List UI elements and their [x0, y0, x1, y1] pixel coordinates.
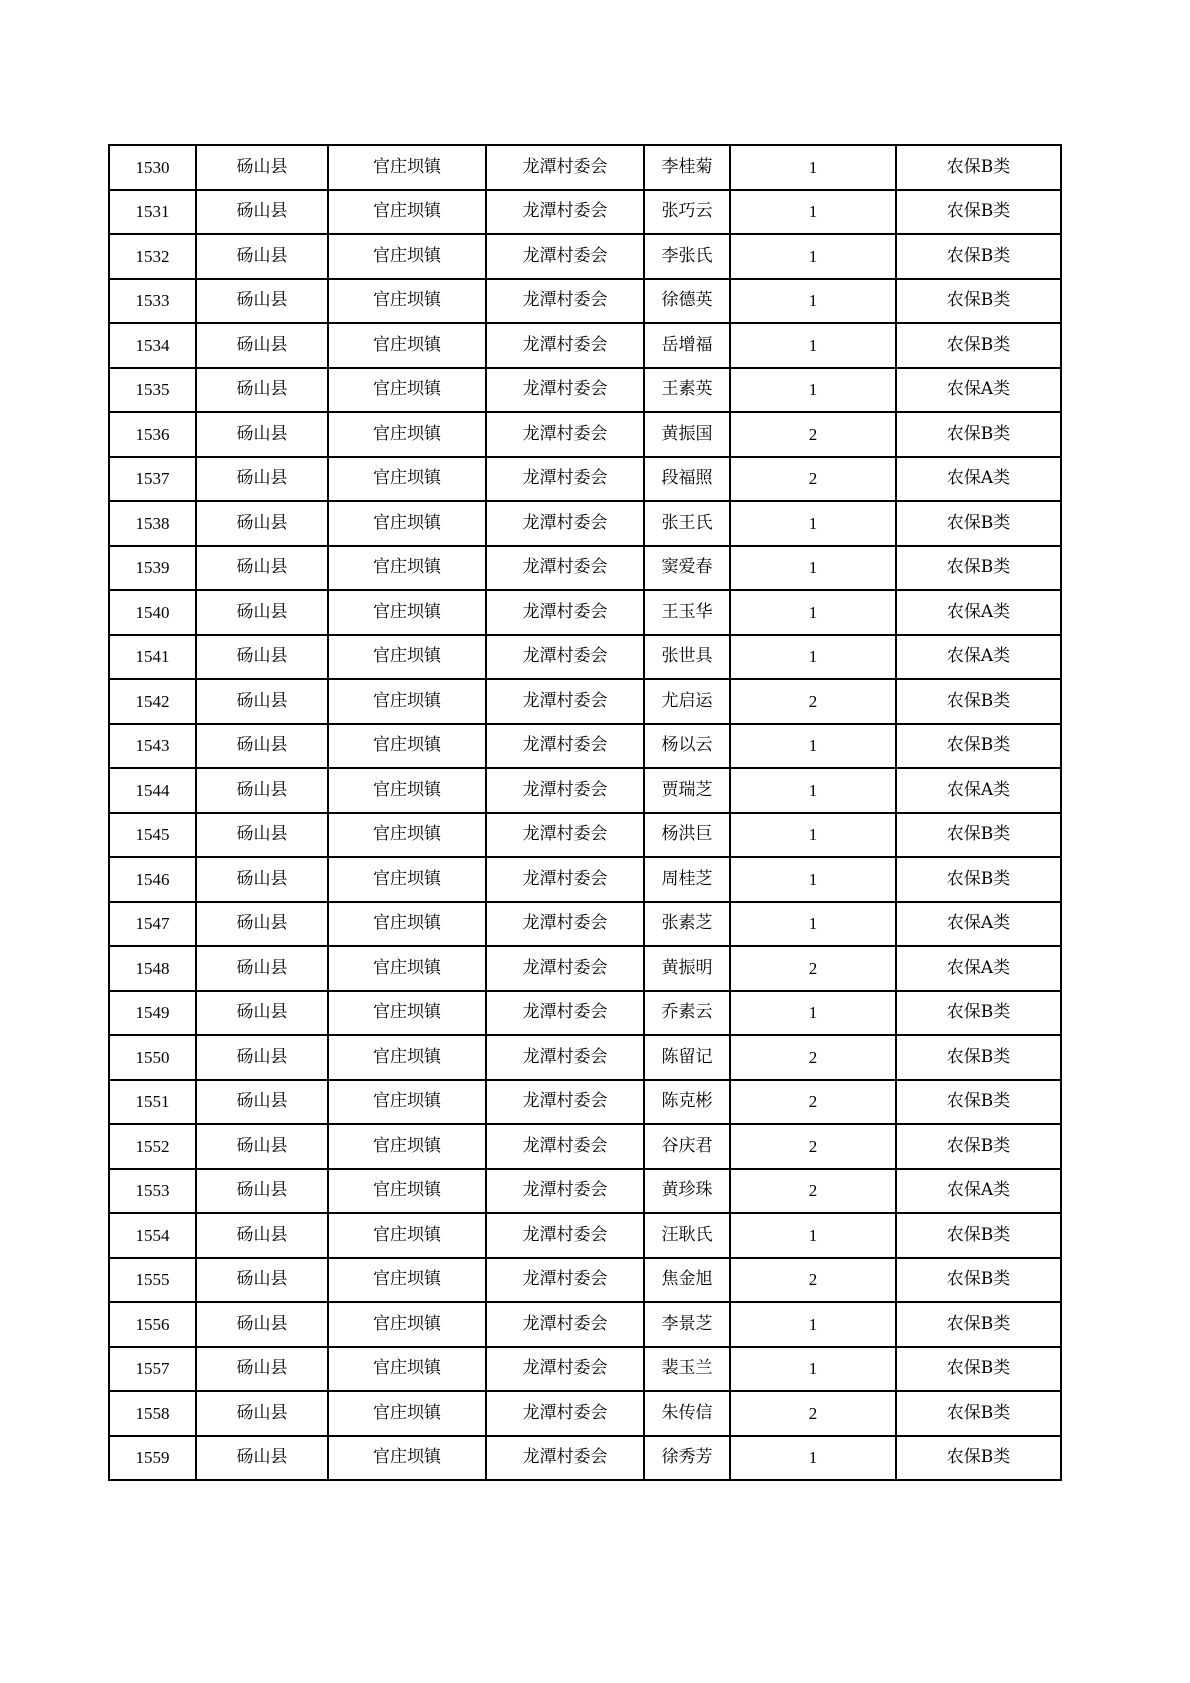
cell-village: 龙潭村委会 [486, 1347, 644, 1392]
cell-person-name: 张世具 [644, 635, 730, 680]
cell-town: 官庄坝镇 [328, 323, 486, 368]
cell-category: 农保B类 [896, 1258, 1061, 1303]
cell-person-name: 黄振国 [644, 412, 730, 457]
cell-village: 龙潭村委会 [486, 902, 644, 947]
cell-village: 龙潭村委会 [486, 412, 644, 457]
cell-category: 农保B类 [896, 234, 1061, 279]
cell-town: 官庄坝镇 [328, 902, 486, 947]
cell-serial-number: 1551 [109, 1080, 196, 1125]
cell-category: 农保A类 [896, 1169, 1061, 1214]
cell-village: 龙潭村委会 [486, 368, 644, 413]
cell-count: 2 [730, 1035, 896, 1080]
cell-village: 龙潭村委会 [486, 190, 644, 235]
cell-serial-number: 1530 [109, 145, 196, 190]
cell-serial-number: 1536 [109, 412, 196, 457]
cell-person-name: 杨以云 [644, 724, 730, 769]
cell-person-name: 王素英 [644, 368, 730, 413]
cell-category: 农保B类 [896, 145, 1061, 190]
cell-count: 1 [730, 323, 896, 368]
cell-town: 官庄坝镇 [328, 368, 486, 413]
cell-town: 官庄坝镇 [328, 190, 486, 235]
table-row [109, 1213, 1061, 1258]
table-row [109, 902, 1061, 947]
cell-county: 砀山县 [196, 768, 328, 813]
cell-category: 农保B类 [896, 1436, 1061, 1481]
cell-count: 1 [730, 1347, 896, 1392]
cell-serial-number: 1555 [109, 1258, 196, 1303]
cell-category: 农保B类 [896, 323, 1061, 368]
cell-category: 农保A类 [896, 902, 1061, 947]
cell-serial-number: 1545 [109, 813, 196, 858]
cell-category: 农保A类 [896, 368, 1061, 413]
cell-village: 龙潭村委会 [486, 1302, 644, 1347]
cell-county: 砀山县 [196, 857, 328, 902]
cell-village: 龙潭村委会 [486, 546, 644, 591]
cell-county: 砀山县 [196, 501, 328, 546]
table-row [109, 323, 1061, 368]
table-row [109, 724, 1061, 769]
cell-town: 官庄坝镇 [328, 768, 486, 813]
cell-serial-number: 1557 [109, 1347, 196, 1392]
cell-category: 农保B类 [896, 279, 1061, 324]
cell-village: 龙潭村委会 [486, 323, 644, 368]
cell-county: 砀山县 [196, 1169, 328, 1214]
cell-serial-number: 1533 [109, 279, 196, 324]
cell-category: 农保A类 [896, 946, 1061, 991]
cell-person-name: 杨洪巨 [644, 813, 730, 858]
cell-county: 砀山县 [196, 234, 328, 279]
cell-serial-number: 1559 [109, 1436, 196, 1481]
cell-town: 官庄坝镇 [328, 1035, 486, 1080]
cell-serial-number: 1538 [109, 501, 196, 546]
cell-county: 砀山县 [196, 635, 328, 680]
table-row [109, 546, 1061, 591]
cell-county: 砀山县 [196, 368, 328, 413]
table-row [109, 457, 1061, 502]
cell-town: 官庄坝镇 [328, 724, 486, 769]
cell-count: 2 [730, 679, 896, 724]
cell-count: 1 [730, 279, 896, 324]
table-row [109, 279, 1061, 324]
table-row [109, 590, 1061, 635]
table-row [109, 1302, 1061, 1347]
cell-county: 砀山县 [196, 457, 328, 502]
cell-count: 1 [730, 768, 896, 813]
cell-category: 农保A类 [896, 768, 1061, 813]
cell-serial-number: 1535 [109, 368, 196, 413]
cell-category: 农保B类 [896, 991, 1061, 1036]
table-row [109, 1391, 1061, 1436]
cell-village: 龙潭村委会 [486, 1080, 644, 1125]
cell-count: 1 [730, 368, 896, 413]
cell-serial-number: 1552 [109, 1124, 196, 1169]
cell-person-name: 陈留记 [644, 1035, 730, 1080]
cell-count: 1 [730, 857, 896, 902]
cell-village: 龙潭村委会 [486, 1169, 644, 1214]
cell-county: 砀山县 [196, 1124, 328, 1169]
table-row [109, 412, 1061, 457]
cell-category: 农保B类 [896, 1035, 1061, 1080]
cell-person-name: 王玉华 [644, 590, 730, 635]
cell-serial-number: 1554 [109, 1213, 196, 1258]
cell-person-name: 尤启运 [644, 679, 730, 724]
cell-category: 农保B类 [896, 1347, 1061, 1392]
cell-village: 龙潭村委会 [486, 768, 644, 813]
cell-count: 1 [730, 190, 896, 235]
cell-serial-number: 1550 [109, 1035, 196, 1080]
cell-town: 官庄坝镇 [328, 546, 486, 591]
cell-count: 1 [730, 546, 896, 591]
cell-count: 1 [730, 724, 896, 769]
cell-category: 农保B类 [896, 1213, 1061, 1258]
cell-county: 砀山县 [196, 679, 328, 724]
cell-serial-number: 1543 [109, 724, 196, 769]
cell-serial-number: 1542 [109, 679, 196, 724]
table-row [109, 768, 1061, 813]
cell-county: 砀山县 [196, 946, 328, 991]
cell-county: 砀山县 [196, 323, 328, 368]
cell-county: 砀山县 [196, 1258, 328, 1303]
cell-count: 2 [730, 1124, 896, 1169]
cell-category: 农保B类 [896, 813, 1061, 858]
cell-town: 官庄坝镇 [328, 457, 486, 502]
cell-person-name: 张王氏 [644, 501, 730, 546]
cell-category: 农保A类 [896, 635, 1061, 680]
cell-village: 龙潭村委会 [486, 1124, 644, 1169]
data-table [108, 144, 1062, 1481]
cell-village: 龙潭村委会 [486, 679, 644, 724]
table-row [109, 1080, 1061, 1125]
cell-count: 2 [730, 1258, 896, 1303]
cell-town: 官庄坝镇 [328, 412, 486, 457]
cell-serial-number: 1547 [109, 902, 196, 947]
cell-person-name: 段福照 [644, 457, 730, 502]
cell-person-name: 徐德英 [644, 279, 730, 324]
cell-serial-number: 1553 [109, 1169, 196, 1214]
cell-serial-number: 1540 [109, 590, 196, 635]
cell-serial-number: 1556 [109, 1302, 196, 1347]
cell-village: 龙潭村委会 [486, 1391, 644, 1436]
cell-town: 官庄坝镇 [328, 1436, 486, 1481]
cell-category: 农保B类 [896, 1391, 1061, 1436]
cell-village: 龙潭村委会 [486, 1213, 644, 1258]
cell-county: 砀山县 [196, 190, 328, 235]
cell-serial-number: 1537 [109, 457, 196, 502]
table-row [109, 813, 1061, 858]
cell-county: 砀山县 [196, 1213, 328, 1258]
cell-count: 1 [730, 234, 896, 279]
table-row [109, 1436, 1061, 1481]
cell-person-name: 裴玉兰 [644, 1347, 730, 1392]
cell-town: 官庄坝镇 [328, 679, 486, 724]
cell-county: 砀山县 [196, 590, 328, 635]
cell-town: 官庄坝镇 [328, 1391, 486, 1436]
cell-village: 龙潭村委会 [486, 457, 644, 502]
cell-category: 农保B类 [896, 679, 1061, 724]
cell-town: 官庄坝镇 [328, 1169, 486, 1214]
cell-count: 1 [730, 1213, 896, 1258]
cell-category: 农保B类 [896, 724, 1061, 769]
cell-village: 龙潭村委会 [486, 724, 644, 769]
table-row [109, 1347, 1061, 1392]
table-row [109, 234, 1061, 279]
cell-town: 官庄坝镇 [328, 501, 486, 546]
cell-serial-number: 1534 [109, 323, 196, 368]
cell-county: 砀山县 [196, 279, 328, 324]
cell-count: 1 [730, 501, 896, 546]
cell-county: 砀山县 [196, 1391, 328, 1436]
cell-person-name: 黄振明 [644, 946, 730, 991]
cell-town: 官庄坝镇 [328, 946, 486, 991]
cell-person-name: 李桂菊 [644, 145, 730, 190]
cell-count: 1 [730, 1302, 896, 1347]
cell-serial-number: 1539 [109, 546, 196, 591]
cell-count: 1 [730, 590, 896, 635]
cell-town: 官庄坝镇 [328, 1258, 486, 1303]
cell-person-name: 朱传信 [644, 1391, 730, 1436]
cell-person-name: 周桂芝 [644, 857, 730, 902]
cell-serial-number: 1544 [109, 768, 196, 813]
cell-category: 农保B类 [896, 1124, 1061, 1169]
cell-village: 龙潭村委会 [486, 1035, 644, 1080]
cell-person-name: 贾瑞芝 [644, 768, 730, 813]
cell-person-name: 陈克彬 [644, 1080, 730, 1125]
cell-person-name: 岳增福 [644, 323, 730, 368]
cell-person-name: 张素芝 [644, 902, 730, 947]
cell-town: 官庄坝镇 [328, 1213, 486, 1258]
cell-person-name: 窦爱春 [644, 546, 730, 591]
cell-town: 官庄坝镇 [328, 1347, 486, 1392]
cell-count: 1 [730, 902, 896, 947]
cell-serial-number: 1546 [109, 857, 196, 902]
table-body [109, 145, 1061, 1480]
table-row [109, 190, 1061, 235]
cell-person-name: 黄珍珠 [644, 1169, 730, 1214]
cell-count: 2 [730, 1169, 896, 1214]
cell-village: 龙潭村委会 [486, 857, 644, 902]
cell-county: 砀山县 [196, 1035, 328, 1080]
cell-serial-number: 1541 [109, 635, 196, 680]
cell-person-name: 徐秀芳 [644, 1436, 730, 1481]
cell-village: 龙潭村委会 [486, 813, 644, 858]
cell-county: 砀山县 [196, 902, 328, 947]
cell-person-name: 汪耿氏 [644, 1213, 730, 1258]
cell-village: 龙潭村委会 [486, 635, 644, 680]
cell-town: 官庄坝镇 [328, 590, 486, 635]
cell-serial-number: 1532 [109, 234, 196, 279]
cell-village: 龙潭村委会 [486, 145, 644, 190]
cell-category: 农保A类 [896, 457, 1061, 502]
cell-town: 官庄坝镇 [328, 279, 486, 324]
table-row [109, 1124, 1061, 1169]
cell-serial-number: 1548 [109, 946, 196, 991]
cell-person-name: 乔素云 [644, 991, 730, 1036]
cell-town: 官庄坝镇 [328, 1080, 486, 1125]
cell-category: 农保A类 [896, 590, 1061, 635]
table-row [109, 1035, 1061, 1080]
cell-count: 2 [730, 412, 896, 457]
cell-count: 2 [730, 1391, 896, 1436]
table-row [109, 991, 1061, 1036]
cell-town: 官庄坝镇 [328, 1302, 486, 1347]
table-row [109, 635, 1061, 680]
cell-village: 龙潭村委会 [486, 234, 644, 279]
cell-person-name: 李景芝 [644, 1302, 730, 1347]
cell-person-name: 焦金旭 [644, 1258, 730, 1303]
table-row [109, 1169, 1061, 1214]
cell-count: 1 [730, 1436, 896, 1481]
table-row [109, 857, 1061, 902]
cell-person-name: 张巧云 [644, 190, 730, 235]
cell-village: 龙潭村委会 [486, 501, 644, 546]
cell-person-name: 李张氏 [644, 234, 730, 279]
cell-category: 农保B类 [896, 501, 1061, 546]
cell-county: 砀山县 [196, 991, 328, 1036]
cell-county: 砀山县 [196, 1080, 328, 1125]
cell-town: 官庄坝镇 [328, 991, 486, 1036]
table-row [109, 368, 1061, 413]
cell-count: 1 [730, 813, 896, 858]
cell-town: 官庄坝镇 [328, 145, 486, 190]
cell-category: 农保B类 [896, 1302, 1061, 1347]
cell-count: 2 [730, 1080, 896, 1125]
table-row [109, 679, 1061, 724]
table-row [109, 1258, 1061, 1303]
cell-village: 龙潭村委会 [486, 1436, 644, 1481]
cell-category: 农保B类 [896, 412, 1061, 457]
cell-count: 1 [730, 145, 896, 190]
cell-category: 农保B类 [896, 190, 1061, 235]
cell-county: 砀山县 [196, 145, 328, 190]
cell-count: 1 [730, 991, 896, 1036]
cell-town: 官庄坝镇 [328, 813, 486, 858]
table-row [109, 946, 1061, 991]
cell-village: 龙潭村委会 [486, 946, 644, 991]
cell-town: 官庄坝镇 [328, 1124, 486, 1169]
cell-village: 龙潭村委会 [486, 590, 644, 635]
cell-county: 砀山县 [196, 546, 328, 591]
cell-village: 龙潭村委会 [486, 1258, 644, 1303]
cell-category: 农保B类 [896, 857, 1061, 902]
cell-village: 龙潭村委会 [486, 991, 644, 1036]
cell-county: 砀山县 [196, 1347, 328, 1392]
cell-county: 砀山县 [196, 813, 328, 858]
cell-person-name: 谷庆君 [644, 1124, 730, 1169]
cell-town: 官庄坝镇 [328, 635, 486, 680]
cell-village: 龙潭村委会 [486, 279, 644, 324]
cell-serial-number: 1558 [109, 1391, 196, 1436]
table-row [109, 145, 1061, 190]
cell-county: 砀山县 [196, 1436, 328, 1481]
cell-count: 2 [730, 457, 896, 502]
cell-serial-number: 1549 [109, 991, 196, 1036]
cell-category: 农保B类 [896, 546, 1061, 591]
cell-count: 2 [730, 946, 896, 991]
cell-county: 砀山县 [196, 412, 328, 457]
cell-serial-number: 1531 [109, 190, 196, 235]
cell-town: 官庄坝镇 [328, 234, 486, 279]
table-row [109, 501, 1061, 546]
cell-county: 砀山县 [196, 724, 328, 769]
cell-county: 砀山县 [196, 1302, 328, 1347]
cell-count: 1 [730, 635, 896, 680]
cell-category: 农保B类 [896, 1080, 1061, 1125]
cell-town: 官庄坝镇 [328, 857, 486, 902]
